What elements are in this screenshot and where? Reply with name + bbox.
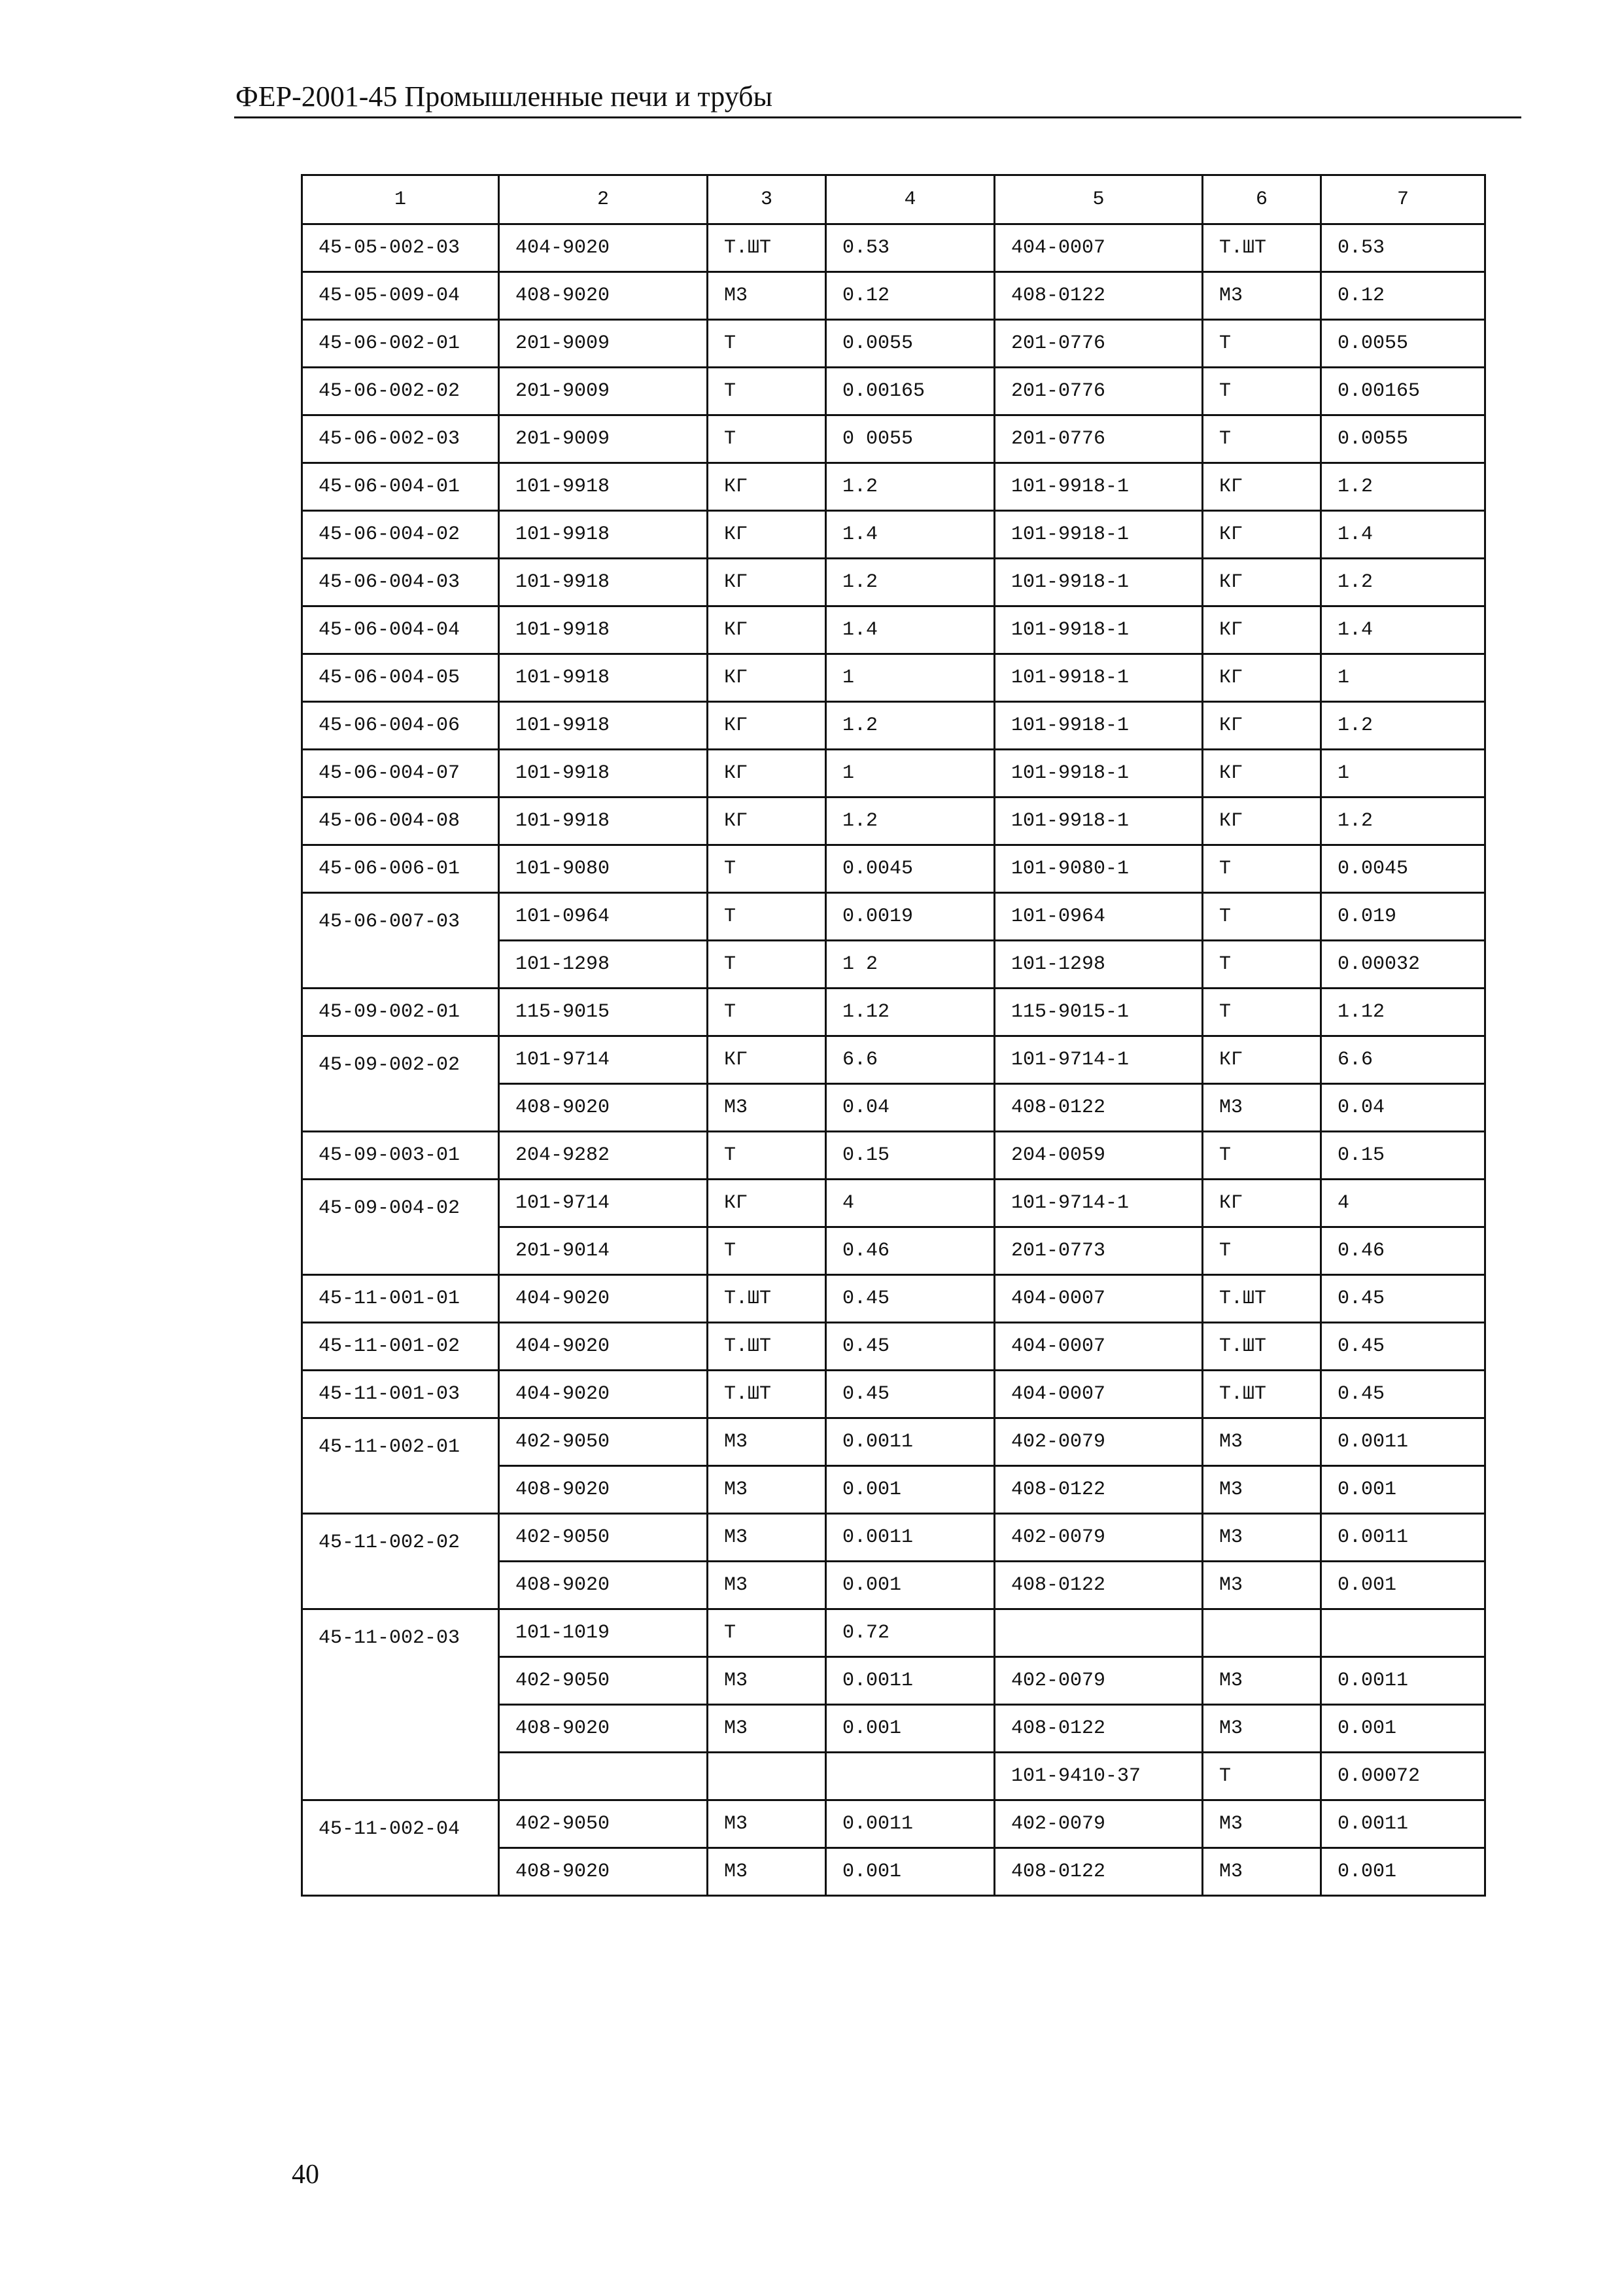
- table-cell-col-2: 101-9714: [499, 1036, 708, 1084]
- table-cell-col-4: 0.45: [826, 1323, 995, 1371]
- table-cell-col-7: 0.45: [1321, 1275, 1485, 1323]
- table-row: [302, 320, 1485, 368]
- table-cell-col-3: [708, 1753, 826, 1800]
- table-cell-col-4: 1: [826, 750, 995, 797]
- table-cell-col-2: 408-9020: [499, 1084, 708, 1132]
- table-cell-col-6: М3: [1203, 1705, 1321, 1753]
- table-cell-col-5: 101-9918-1: [995, 511, 1203, 559]
- table-cell-col-7: 1.2: [1321, 797, 1485, 845]
- table-cell-col-6: Т.ШТ: [1203, 224, 1321, 272]
- table-cell-col-5: 101-0964: [995, 893, 1203, 941]
- table-cell-col-3: КГ: [708, 463, 826, 511]
- table-cell-col-3: М3: [708, 1657, 826, 1705]
- norm-code-cell: 45-06-004-01: [302, 463, 499, 511]
- table-cell-col-3: М3: [708, 1084, 826, 1132]
- table-cell-col-3: Т: [708, 320, 826, 368]
- table-cell-col-7: 0.001: [1321, 1466, 1485, 1514]
- norm-code-cell: 45-05-009-04: [302, 272, 499, 320]
- table-cell-col-3: КГ: [708, 511, 826, 559]
- table-cell-col-6: Т: [1203, 893, 1321, 941]
- table-cell-col-6: Т: [1203, 1132, 1321, 1180]
- norm-code-cell: 45-11-001-02: [302, 1323, 499, 1371]
- table-cell-col-5: 404-0007: [995, 1371, 1203, 1418]
- table-cell-col-5: 201-0776: [995, 320, 1203, 368]
- table-cell-col-4: 0.0011: [826, 1657, 995, 1705]
- table-cell-col-2: 201-9009: [499, 368, 708, 415]
- table-row: [302, 559, 1485, 606]
- table-cell-col-6: КГ: [1203, 1180, 1321, 1227]
- table-cell-col-7: 0.15: [1321, 1132, 1485, 1180]
- table-cell-col-5: 101-9918-1: [995, 559, 1203, 606]
- table-cell-col-7: 0.0055: [1321, 320, 1485, 368]
- table-cell-col-6: КГ: [1203, 511, 1321, 559]
- table-row: [302, 750, 1485, 797]
- table-cell-col-2: 101-0964: [499, 893, 708, 941]
- table-cell-col-6: КГ: [1203, 463, 1321, 511]
- column-number-7: 7: [1321, 175, 1485, 224]
- table-cell-col-5: 408-0122: [995, 1848, 1203, 1896]
- table-cell-col-4: 4: [826, 1180, 995, 1227]
- table-cell-col-5: 404-0007: [995, 1275, 1203, 1323]
- table-cell-col-2: 404-9020: [499, 1323, 708, 1371]
- table-cell-col-2: 402-9050: [499, 1800, 708, 1848]
- table-cell-col-5: 408-0122: [995, 1084, 1203, 1132]
- table-cell-col-3: КГ: [708, 654, 826, 702]
- table-cell-col-2: 101-9918: [499, 463, 708, 511]
- table-cell-col-7: 0.45: [1321, 1371, 1485, 1418]
- table-cell-col-4: 0.001: [826, 1466, 995, 1514]
- table-cell-col-6: М3: [1203, 1800, 1321, 1848]
- table-cell-col-4: 1.4: [826, 511, 995, 559]
- table-row: [302, 1036, 1485, 1084]
- table-row: [302, 654, 1485, 702]
- table-cell-col-3: КГ: [708, 606, 826, 654]
- table-cell-col-6: КГ: [1203, 559, 1321, 606]
- table-cell-col-5: 115-9015-1: [995, 989, 1203, 1036]
- table-cell-col-6: М3: [1203, 1514, 1321, 1562]
- table-cell-col-7: 0.0055: [1321, 415, 1485, 463]
- table-cell-col-2: 408-9020: [499, 1705, 708, 1753]
- table-cell-col-2: 201-9009: [499, 415, 708, 463]
- table-cell-col-7: 0.001: [1321, 1562, 1485, 1609]
- table-cell-col-7: 1.12: [1321, 989, 1485, 1036]
- table-cell-col-3: КГ: [708, 750, 826, 797]
- norm-code-cell: 45-06-007-03: [302, 893, 499, 989]
- table-cell-col-5: 402-0079: [995, 1514, 1203, 1562]
- table-cell-col-7: 0.00165: [1321, 368, 1485, 415]
- table-cell-col-4: 0.04: [826, 1084, 995, 1132]
- table-cell-col-4: 0.001: [826, 1705, 995, 1753]
- table-cell-col-5: 101-9080-1: [995, 845, 1203, 893]
- column-number-1: 1: [302, 175, 499, 224]
- norm-code-cell: 45-06-004-04: [302, 606, 499, 654]
- table-row: [302, 702, 1485, 750]
- table-cell-col-3: Т: [708, 845, 826, 893]
- table-cell-col-5: 402-0079: [995, 1800, 1203, 1848]
- table-cell-col-2: 101-9918: [499, 797, 708, 845]
- norm-code-cell: 45-09-004-02: [302, 1180, 499, 1275]
- table-cell-col-2: 101-9714: [499, 1180, 708, 1227]
- table-cell-col-7: 4: [1321, 1180, 1485, 1227]
- table-cell-col-5: 201-0776: [995, 415, 1203, 463]
- table-cell-col-5: 101-9918-1: [995, 606, 1203, 654]
- column-number-6: 6: [1203, 175, 1321, 224]
- norm-code-cell: 45-11-002-02: [302, 1514, 499, 1609]
- table-cell-col-4: 1: [826, 654, 995, 702]
- norm-code-cell: 45-11-001-03: [302, 1371, 499, 1418]
- table-row: [302, 511, 1485, 559]
- table-cell-col-5: 402-0079: [995, 1657, 1203, 1705]
- table-cell-col-7: 0.0045: [1321, 845, 1485, 893]
- table-cell-col-7: 0.00032: [1321, 941, 1485, 989]
- table-row: [302, 1132, 1485, 1180]
- norm-code-cell: 45-06-006-01: [302, 845, 499, 893]
- table-cell-col-4: 0.00165: [826, 368, 995, 415]
- page-header-title: ФЕР-2001-45 Промышленные печи и трубы: [235, 80, 773, 113]
- norm-code-cell: 45-06-004-03: [302, 559, 499, 606]
- table-row: [302, 845, 1485, 893]
- table-cell-col-7: 0.46: [1321, 1227, 1485, 1275]
- table-cell-col-5: 204-0059: [995, 1132, 1203, 1180]
- table-cell-col-6: КГ: [1203, 654, 1321, 702]
- table-cell-col-3: М3: [708, 1705, 826, 1753]
- table-cell-col-3: Т.ШТ: [708, 1323, 826, 1371]
- table-cell-col-7: 1.4: [1321, 511, 1485, 559]
- table-cell-col-6: Т: [1203, 989, 1321, 1036]
- table-cell-col-5: 408-0122: [995, 1705, 1203, 1753]
- table-cell-col-3: КГ: [708, 559, 826, 606]
- table-cell-col-2: 201-9009: [499, 320, 708, 368]
- table-cell-col-3: М3: [708, 1466, 826, 1514]
- table-row: [302, 463, 1485, 511]
- table-cell-col-7: 0.0011: [1321, 1418, 1485, 1466]
- table-cell-col-3: М3: [708, 1800, 826, 1848]
- table-cell-col-7: 1.2: [1321, 463, 1485, 511]
- table-cell-col-4: 0.0019: [826, 893, 995, 941]
- table-cell-col-2: 402-9050: [499, 1657, 708, 1705]
- table-cell-col-3: Т: [708, 1132, 826, 1180]
- table-cell-col-3: КГ: [708, 1036, 826, 1084]
- table-cell-col-2: 402-9050: [499, 1514, 708, 1562]
- table-cell-col-7: 6.6: [1321, 1036, 1485, 1084]
- norm-code-cell: 45-06-002-01: [302, 320, 499, 368]
- norm-code-cell: 45-06-004-05: [302, 654, 499, 702]
- table-cell-col-4: 0 0055: [826, 415, 995, 463]
- table-cell-col-7: 0.00072: [1321, 1753, 1485, 1800]
- table-row: [302, 415, 1485, 463]
- table-cell-col-6: Т: [1203, 415, 1321, 463]
- table-cell-col-2: 404-9020: [499, 1371, 708, 1418]
- table-row: [302, 224, 1485, 272]
- table-row: [302, 797, 1485, 845]
- header-divider: [234, 116, 1521, 118]
- table-cell-col-7: [1321, 1609, 1485, 1657]
- norm-code-cell: 45-11-001-01: [302, 1275, 499, 1323]
- table-cell-col-5: 101-9918-1: [995, 702, 1203, 750]
- table-cell-col-2: 101-9918: [499, 606, 708, 654]
- table-cell-col-7: 0.0011: [1321, 1514, 1485, 1562]
- table-cell-col-2: 404-9020: [499, 224, 708, 272]
- table-cell-col-4: 0.001: [826, 1848, 995, 1896]
- table-cell-col-6: КГ: [1203, 1036, 1321, 1084]
- table-cell-col-2: 101-9918: [499, 654, 708, 702]
- column-number-4: 4: [826, 175, 995, 224]
- table-cell-col-4: 1.2: [826, 797, 995, 845]
- table-cell-col-2: 402-9050: [499, 1418, 708, 1466]
- table-cell-col-6: Т.ШТ: [1203, 1275, 1321, 1323]
- column-number-3: 3: [708, 175, 826, 224]
- table-cell-col-4: 0.46: [826, 1227, 995, 1275]
- table-cell-col-4: 0.0045: [826, 845, 995, 893]
- table-cell-col-2: 101-9918: [499, 702, 708, 750]
- norm-code-cell: 45-09-002-01: [302, 989, 499, 1036]
- table-cell-col-4: 0.0011: [826, 1418, 995, 1466]
- table-cell-col-6: КГ: [1203, 702, 1321, 750]
- table-cell-col-4: 0.0011: [826, 1800, 995, 1848]
- table-cell-col-4: 1.2: [826, 559, 995, 606]
- table-cell-col-5: 201-0776: [995, 368, 1203, 415]
- table-cell-col-3: Т: [708, 368, 826, 415]
- table-cell-col-7: 0.12: [1321, 272, 1485, 320]
- table-row: [302, 989, 1485, 1036]
- table-cell-col-4: 0.0055: [826, 320, 995, 368]
- table-row: [302, 1371, 1485, 1418]
- table-cell-col-6: Т: [1203, 1227, 1321, 1275]
- table-cell-col-3: М3: [708, 1562, 826, 1609]
- table-cell-col-6: КГ: [1203, 606, 1321, 654]
- table-cell-col-5: [995, 1609, 1203, 1657]
- table-cell-col-3: КГ: [708, 1180, 826, 1227]
- table-cell-col-6: Т.ШТ: [1203, 1323, 1321, 1371]
- table-cell-col-5: 201-0773: [995, 1227, 1203, 1275]
- table-cell-col-4: 6.6: [826, 1036, 995, 1084]
- table-cell-col-3: Т: [708, 415, 826, 463]
- table-cell-col-5: 101-1298: [995, 941, 1203, 989]
- table-cell-col-5: 101-9918-1: [995, 750, 1203, 797]
- table-cell-col-3: Т: [708, 1609, 826, 1657]
- table-cell-col-4: 0.53: [826, 224, 995, 272]
- table-cell-col-6: Т: [1203, 320, 1321, 368]
- table-cell-col-5: 101-9410-37: [995, 1753, 1203, 1800]
- table-cell-col-5: 101-9918-1: [995, 463, 1203, 511]
- table-cell-col-3: М3: [708, 272, 826, 320]
- table-header-row: [302, 175, 1485, 224]
- table-cell-col-6: Т: [1203, 845, 1321, 893]
- table-cell-col-6: М3: [1203, 1418, 1321, 1466]
- norm-code-cell: 45-06-004-08: [302, 797, 499, 845]
- table-cell-col-3: Т.ШТ: [708, 1371, 826, 1418]
- table-row: [302, 1514, 1485, 1562]
- table-cell-col-7: 0.001: [1321, 1705, 1485, 1753]
- table-cell-col-7: 0.0011: [1321, 1657, 1485, 1705]
- table-row: [302, 606, 1485, 654]
- table-row: [302, 1418, 1485, 1466]
- norm-code-cell: 45-06-004-02: [302, 511, 499, 559]
- table-cell-col-7: 0.53: [1321, 224, 1485, 272]
- table-cell-col-3: М3: [708, 1848, 826, 1896]
- table-cell-col-7: 1: [1321, 750, 1485, 797]
- table-cell-col-6: М3: [1203, 1466, 1321, 1514]
- table-cell-col-6: М3: [1203, 1562, 1321, 1609]
- table-cell-col-6: М3: [1203, 1657, 1321, 1705]
- table-cell-col-2: 101-9918: [499, 750, 708, 797]
- table-row: [302, 368, 1485, 415]
- resource-table: [301, 174, 1486, 1897]
- norm-code-cell: 45-11-002-01: [302, 1418, 499, 1514]
- table-cell-col-3: Т: [708, 893, 826, 941]
- table-cell-col-7: 0.04: [1321, 1084, 1485, 1132]
- table-row: [302, 272, 1485, 320]
- norm-code-cell: 45-06-004-06: [302, 702, 499, 750]
- table-cell-col-4: 1.2: [826, 702, 995, 750]
- table-body: [302, 175, 1485, 1896]
- table-cell-col-3: КГ: [708, 797, 826, 845]
- table-cell-col-2: 201-9014: [499, 1227, 708, 1275]
- table-cell-col-3: Т.ШТ: [708, 1275, 826, 1323]
- table-cell-col-2: 101-1298: [499, 941, 708, 989]
- table-row: [302, 893, 1485, 941]
- table-cell-col-2: 204-9282: [499, 1132, 708, 1180]
- column-number-5: 5: [995, 175, 1203, 224]
- table-cell-col-6: Т.ШТ: [1203, 1371, 1321, 1418]
- table-cell-col-5: 101-9918-1: [995, 654, 1203, 702]
- table-cell-col-7: 0.001: [1321, 1848, 1485, 1896]
- table-cell-col-4: 0.12: [826, 272, 995, 320]
- table-cell-col-7: 0.0011: [1321, 1800, 1485, 1848]
- table-row: [302, 1800, 1485, 1848]
- table-row: [302, 1180, 1485, 1227]
- table-cell-col-2: 408-9020: [499, 272, 708, 320]
- page-number: 40: [292, 2160, 319, 2190]
- table-row: [302, 1323, 1485, 1371]
- table-cell-col-7: 0.019: [1321, 893, 1485, 941]
- table-cell-col-4: [826, 1753, 995, 1800]
- norm-code-cell: 45-11-002-03: [302, 1609, 499, 1800]
- table-cell-col-5: 408-0122: [995, 272, 1203, 320]
- table-cell-col-5: 101-9918-1: [995, 797, 1203, 845]
- table-cell-col-2: 408-9020: [499, 1466, 708, 1514]
- table-cell-col-7: 1.2: [1321, 559, 1485, 606]
- table-cell-col-4: 0.72: [826, 1609, 995, 1657]
- table-cell-col-4: 0.0011: [826, 1514, 995, 1562]
- table-cell-col-2: 404-9020: [499, 1275, 708, 1323]
- column-number-2: 2: [499, 175, 708, 224]
- table-cell-col-3: Т: [708, 1227, 826, 1275]
- table-cell-col-6: М3: [1203, 1848, 1321, 1896]
- table-cell-col-2: [499, 1753, 708, 1800]
- table-cell-col-5: 101-9714-1: [995, 1180, 1203, 1227]
- table-cell-col-2: 115-9015: [499, 989, 708, 1036]
- table-cell-col-4: 1.2: [826, 463, 995, 511]
- table-cell-col-7: 1: [1321, 654, 1485, 702]
- table-cell-col-7: 1.2: [1321, 702, 1485, 750]
- table-cell-col-5: 404-0007: [995, 1323, 1203, 1371]
- table-cell-col-6: Т: [1203, 941, 1321, 989]
- table-cell-col-5: 402-0079: [995, 1418, 1203, 1466]
- norm-code-cell: 45-06-004-07: [302, 750, 499, 797]
- norm-code-cell: 45-06-002-02: [302, 368, 499, 415]
- table-cell-col-2: 408-9020: [499, 1562, 708, 1609]
- table-row: [302, 1275, 1485, 1323]
- table-cell-col-2: 101-9918: [499, 559, 708, 606]
- norm-code-cell: 45-06-002-03: [302, 415, 499, 463]
- table-cell-col-5: 101-9714-1: [995, 1036, 1203, 1084]
- table-cell-col-5: 408-0122: [995, 1562, 1203, 1609]
- table-cell-col-4: 1 2: [826, 941, 995, 989]
- table-cell-col-3: Т: [708, 941, 826, 989]
- table-cell-col-6: Т: [1203, 1753, 1321, 1800]
- table-cell-col-6: М3: [1203, 272, 1321, 320]
- table-cell-col-3: М3: [708, 1418, 826, 1466]
- norm-code-cell: 45-09-003-01: [302, 1132, 499, 1180]
- table-cell-col-5: 408-0122: [995, 1466, 1203, 1514]
- table-cell-col-6: М3: [1203, 1084, 1321, 1132]
- table-cell-col-4: 0.001: [826, 1562, 995, 1609]
- table-cell-col-6: [1203, 1609, 1321, 1657]
- table-cell-col-3: М3: [708, 1514, 826, 1562]
- table-cell-col-4: 1.4: [826, 606, 995, 654]
- table-cell-col-4: 1.12: [826, 989, 995, 1036]
- norm-code-cell: 45-09-002-02: [302, 1036, 499, 1132]
- table-cell-col-7: 1.4: [1321, 606, 1485, 654]
- table-cell-col-7: 0.45: [1321, 1323, 1485, 1371]
- table-cell-col-2: 101-9918: [499, 511, 708, 559]
- table-cell-col-3: Т: [708, 989, 826, 1036]
- table-cell-col-4: 0.45: [826, 1371, 995, 1418]
- table-cell-col-4: 0.15: [826, 1132, 995, 1180]
- table-cell-col-4: 0.45: [826, 1275, 995, 1323]
- table-cell-col-3: КГ: [708, 702, 826, 750]
- table-cell-col-6: КГ: [1203, 750, 1321, 797]
- table-cell-col-2: 101-9080: [499, 845, 708, 893]
- table-cell-col-5: 404-0007: [995, 224, 1203, 272]
- table-cell-col-2: 101-1019: [499, 1609, 708, 1657]
- table-cell-col-2: 408-9020: [499, 1848, 708, 1896]
- table-cell-col-6: Т: [1203, 368, 1321, 415]
- table-cell-col-3: Т.ШТ: [708, 224, 826, 272]
- norm-code-cell: 45-11-002-04: [302, 1800, 499, 1896]
- table-row: [302, 1609, 1485, 1657]
- table-cell-col-6: КГ: [1203, 797, 1321, 845]
- norm-code-cell: 45-05-002-03: [302, 224, 499, 272]
